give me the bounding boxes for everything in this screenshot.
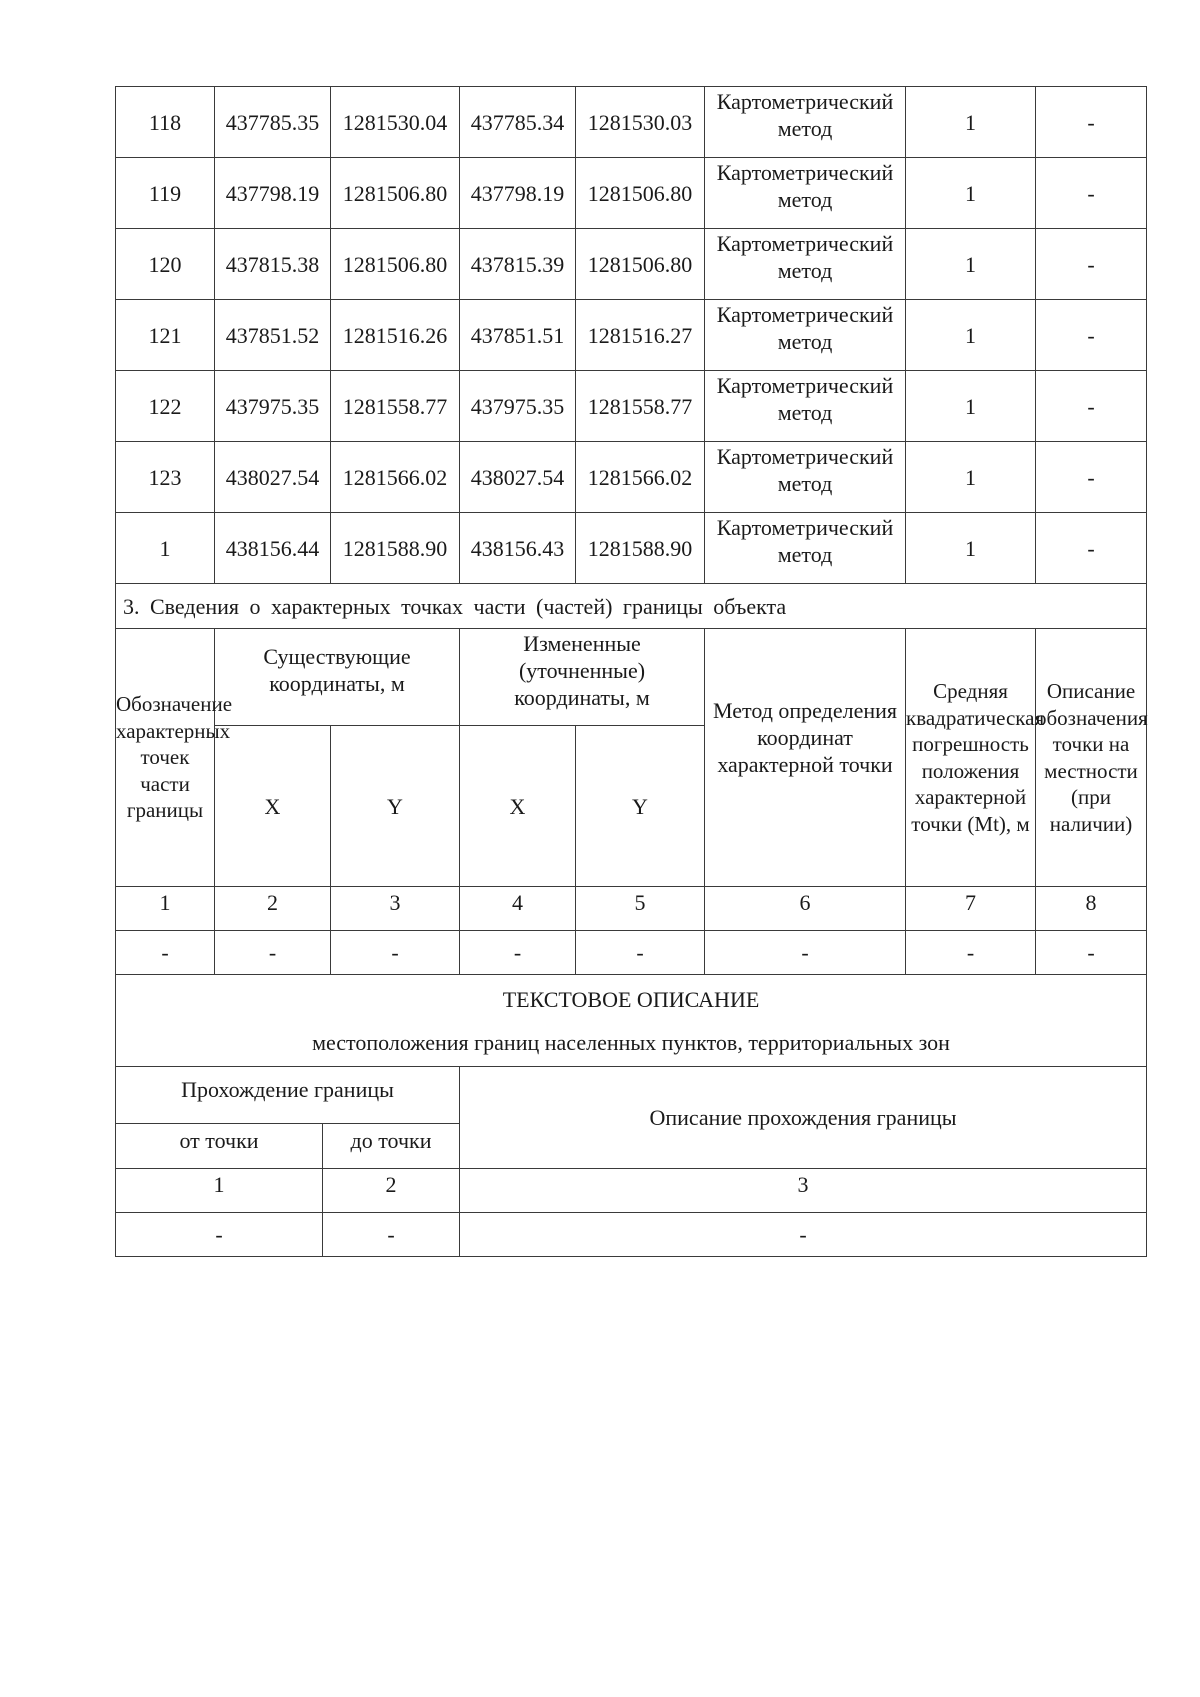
empty-cell: -: [460, 931, 576, 975]
x-existing-cell: 437851.52: [215, 300, 331, 371]
text-description-empty-row: [116, 1213, 1147, 1257]
header-y-existing: Y: [331, 726, 460, 887]
x-changed-cell: 437851.51: [460, 300, 576, 371]
x-existing-cell: 437815.38: [215, 229, 331, 300]
column-number: 5: [576, 887, 705, 931]
point-id-cell: 120: [116, 229, 215, 300]
header-designation: Обозначение характерных точек части границы: [116, 629, 215, 887]
x-changed-cell: 437975.35: [460, 371, 576, 442]
point-id-cell: 122: [116, 371, 215, 442]
description-cell: -: [1036, 158, 1147, 229]
y-changed-cell: 1281566.02: [576, 442, 705, 513]
point-row: [116, 87, 1147, 158]
point-id-cell: 121: [116, 300, 215, 371]
header-x-changed: X: [460, 726, 576, 887]
y-existing-cell: 1281566.02: [331, 442, 460, 513]
accuracy-cell: 1: [906, 442, 1036, 513]
x-changed-cell: 437815.39: [460, 229, 576, 300]
y-existing-cell: 1281506.80: [331, 229, 460, 300]
empty-cell: -: [460, 1213, 1147, 1257]
x-changed-cell: 438027.54: [460, 442, 576, 513]
method-cell: Картометрический метод: [705, 513, 906, 584]
text-description-title-cell: [116, 975, 1147, 1067]
description-cell: -: [1036, 87, 1147, 158]
point-id-cell: 1: [116, 513, 215, 584]
point-row: [116, 300, 1147, 371]
header-x-existing: X: [215, 726, 331, 887]
method-cell: Картометрический метод: [705, 229, 906, 300]
text-description-title-row: [116, 975, 1147, 1067]
y-existing-cell: 1281530.04: [331, 87, 460, 158]
y-changed-cell: 1281558.77: [576, 371, 705, 442]
empty-cell: -: [116, 931, 215, 975]
y-changed-cell: 1281506.80: [576, 229, 705, 300]
text-description-column-numbers-row: [116, 1169, 1147, 1213]
column-number: 1: [116, 887, 215, 931]
header-existing-coordinates: Существующие координаты, м: [215, 629, 460, 726]
x-changed-cell: 437798.19: [460, 158, 576, 229]
header-accuracy: Средняя квадратическая погрешность положения характерной точки (Mt), м: [906, 629, 1036, 887]
point-row: [116, 371, 1147, 442]
method-cell: Картометрический метод: [705, 300, 906, 371]
description-cell: -: [1036, 513, 1147, 584]
accuracy-cell: 1: [906, 229, 1036, 300]
accuracy-cell: 1: [906, 158, 1036, 229]
empty-cell: -: [1036, 931, 1147, 975]
y-changed-cell: 1281530.03: [576, 87, 705, 158]
x-existing-cell: 437975.35: [215, 371, 331, 442]
y-changed-cell: 1281516.27: [576, 300, 705, 371]
column-number: 2: [215, 887, 331, 931]
accuracy-cell: 1: [906, 300, 1036, 371]
text-description-table: [115, 974, 1147, 1257]
x-existing-cell: 438156.44: [215, 513, 331, 584]
section-3-header-row: [116, 629, 1147, 726]
point-id-cell: 119: [116, 158, 215, 229]
point-id-cell: 123: [116, 442, 215, 513]
column-number: 8: [1036, 887, 1147, 931]
x-existing-cell: 438027.54: [215, 442, 331, 513]
from-point-header: от точки: [116, 1124, 323, 1169]
coordinates-table: [115, 86, 1147, 975]
passage-header-row: [116, 1067, 1147, 1124]
section-3-title-row: [116, 584, 1147, 629]
header-description: Описание обозначения точки на местности (при наличии): [1036, 629, 1147, 887]
point-row: [116, 513, 1147, 584]
accuracy-cell: 1: [906, 87, 1036, 158]
point-id-cell: 118: [116, 87, 215, 158]
description-cell: -: [1036, 371, 1147, 442]
description-cell: -: [1036, 442, 1147, 513]
empty-cell: -: [331, 931, 460, 975]
description-cell: -: [1036, 229, 1147, 300]
point-rows: [116, 87, 1147, 584]
x-existing-cell: 437785.35: [215, 87, 331, 158]
accuracy-cell: 1: [906, 513, 1036, 584]
empty-cell: -: [576, 931, 705, 975]
column-number: 4: [460, 887, 576, 931]
y-existing-cell: 1281558.77: [331, 371, 460, 442]
section-3-column-numbers-row: [116, 887, 1147, 931]
x-changed-cell: 438156.43: [460, 513, 576, 584]
point-row: [116, 442, 1147, 513]
x-changed-cell: 437785.34: [460, 87, 576, 158]
empty-cell: -: [906, 931, 1036, 975]
passage-header: Прохождение границы: [116, 1067, 460, 1124]
point-row: [116, 229, 1147, 300]
column-number: 3: [460, 1169, 1147, 1213]
section-3-empty-row: [116, 931, 1147, 975]
method-cell: Картометрический метод: [705, 87, 906, 158]
y-existing-cell: 1281588.90: [331, 513, 460, 584]
description-cell: -: [1036, 300, 1147, 371]
accuracy-cell: 1: [906, 371, 1036, 442]
column-number: 3: [331, 887, 460, 931]
to-point-header: до точки: [323, 1124, 460, 1169]
column-number: 6: [705, 887, 906, 931]
method-cell: Картометрический метод: [705, 371, 906, 442]
y-changed-cell: 1281588.90: [576, 513, 705, 584]
y-existing-cell: 1281506.80: [331, 158, 460, 229]
text-description-title: ТЕКСТОВОЕ ОПИСАНИЕ: [502, 986, 760, 1012]
x-existing-cell: 437798.19: [215, 158, 331, 229]
y-existing-cell: 1281516.26: [331, 300, 460, 371]
section-3-title: 3. Сведения о характерных точках части (частей) границы объекта: [116, 584, 1147, 629]
column-number: 1: [116, 1169, 323, 1213]
empty-cell: -: [705, 931, 906, 975]
passage-description-header: Описание прохождения границы: [460, 1067, 1147, 1169]
text-description-subtitle: местоположения границ населенных пунктов, территориальных зон: [312, 1029, 950, 1055]
y-changed-cell: 1281506.80: [576, 158, 705, 229]
empty-cell: -: [116, 1213, 323, 1257]
header-method: Метод определения координат характерной точки: [705, 629, 906, 887]
column-number: 2: [323, 1169, 460, 1213]
empty-cell: -: [323, 1213, 460, 1257]
empty-cell: -: [215, 931, 331, 975]
method-cell: Картометрический метод: [705, 442, 906, 513]
column-number: 7: [906, 887, 1036, 931]
header-changed-coordinates: Измененные (уточненные) координаты, м: [460, 629, 705, 726]
header-y-changed: Y: [576, 726, 705, 887]
method-cell: Картометрический метод: [705, 158, 906, 229]
point-row: [116, 158, 1147, 229]
